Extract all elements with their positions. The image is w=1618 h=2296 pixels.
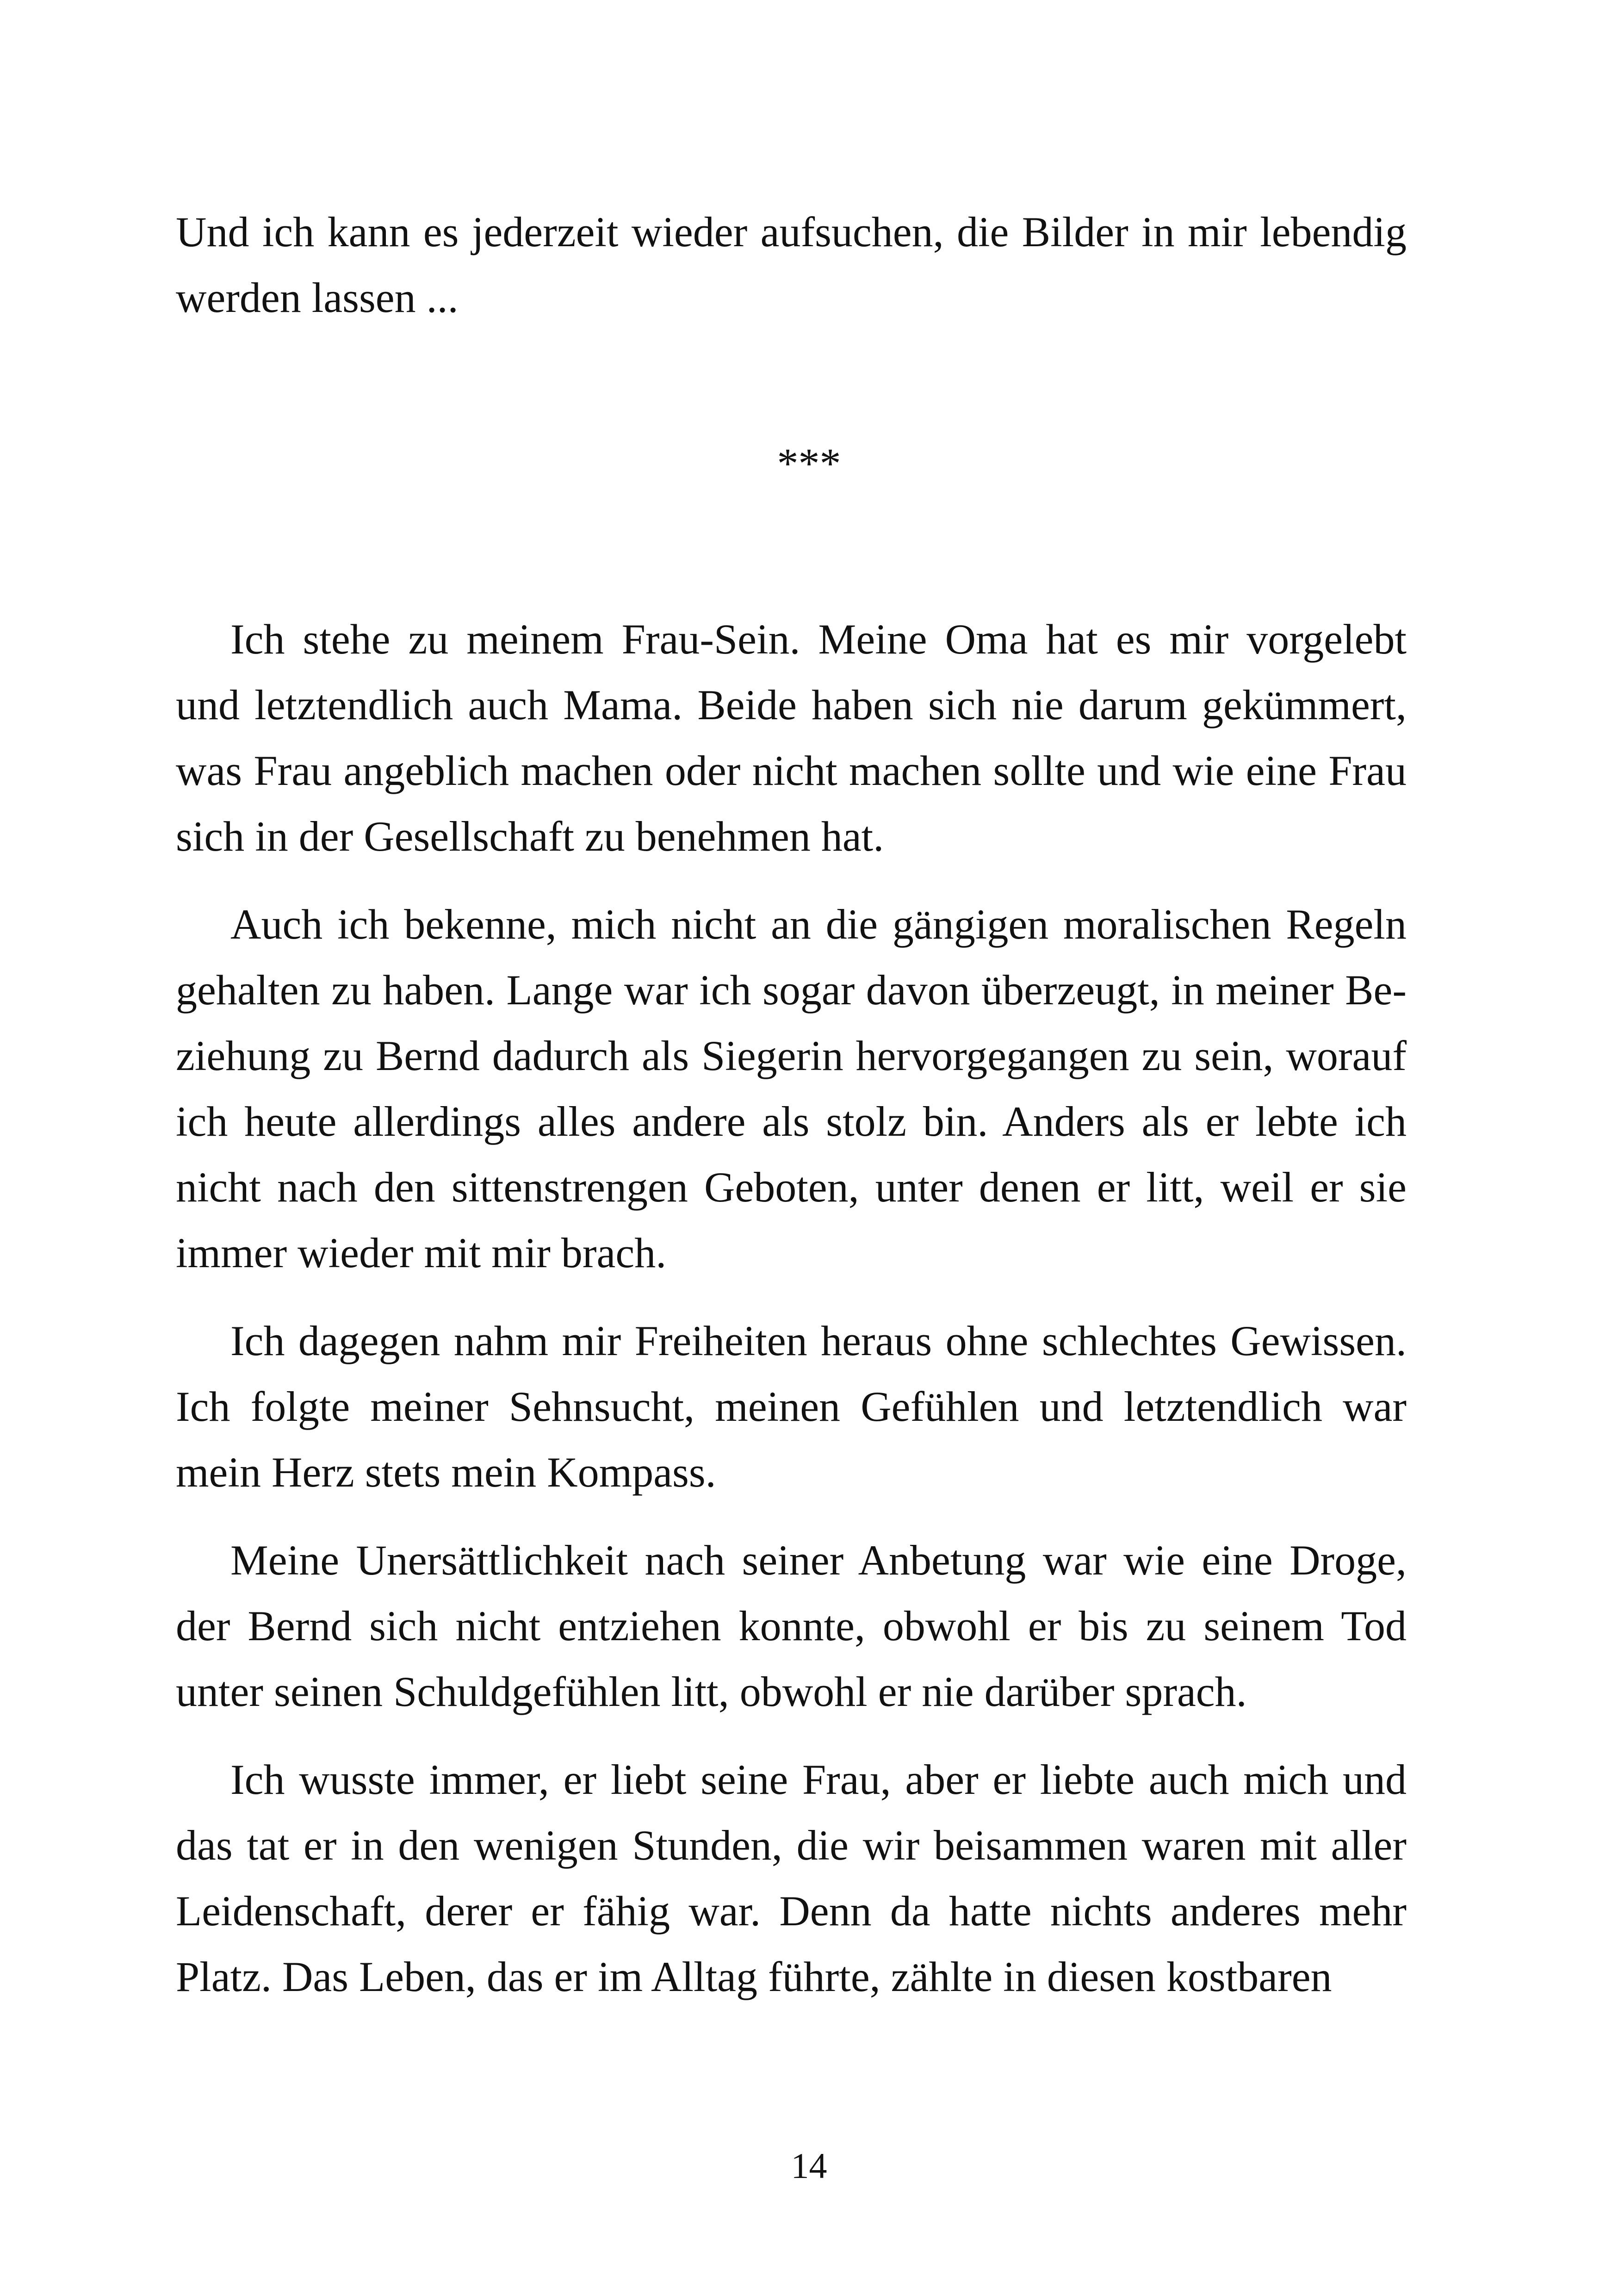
paragraph-1: Ich stehe zu meinem Frau-Sein. Meine Oma hat es mir vorgelebt und letztendlich auch Mama. Beide haben sich nie darum gekümmert, was Frau angeblich machen oder nicht machen sollte und wie eine Frau sich in der Gesellschaft zu benehmen hat.: [176, 616, 1407, 860]
body-text: [176, 606, 1407, 2010]
paragraph-4: Meine Unersättlichkeit nach seiner Anbetung war wie eine Droge, der Bernd sich nicht entziehen konnte, obwohl er bis zu seinem Tod unter seinen Schuldgefühlen litt, obwohl er nie darüber sprach.: [176, 1537, 1407, 1715]
opening-text: [176, 199, 1407, 330]
paragraph-5: Ich wusste immer, er liebt seine Frau, aber er liebte auch mich und das tat er in den wenigen Stunden, die wir beisammen waren mit aller Leidenschaft, derer er fähig war. Denn da hatte nichts anderes mehr Platz. Das Leben, das er im Alltag führte, zählte in diesen kostbaren: [176, 1756, 1407, 2000]
paragraph-2: Auch ich bekenne, mich nicht an die gängigen moralischen Regeln gehalten zu haben. Lange war ich sogar davon überzeugt, in meiner Beziehung zu Bernd dadurch als Siegerin hervorgegangen zu sein, worauf ich heute allerdings alles andere als stolz bin. Anders als er lebte ich nicht nach den sittenstrengen Geboten, unter denen er litt, weil er sie immer wieder mit mir brach.: [176, 901, 1407, 1276]
section-separator: ***: [777, 440, 841, 487]
paragraph-3: Ich dagegen nahm mir Freiheiten heraus ohne schlechtes Gewissen. Ich folgte meiner Sehnsucht, meinen Gefühlen und letztendlich war mein Herz stets mein Kompass.: [176, 1317, 1407, 1496]
page-number: 14: [791, 2146, 827, 2186]
opening-paragraph: Und ich kann es jederzeit wieder aufsuchen, die Bilder in mir lebendig werden lassen ...: [176, 208, 1407, 321]
